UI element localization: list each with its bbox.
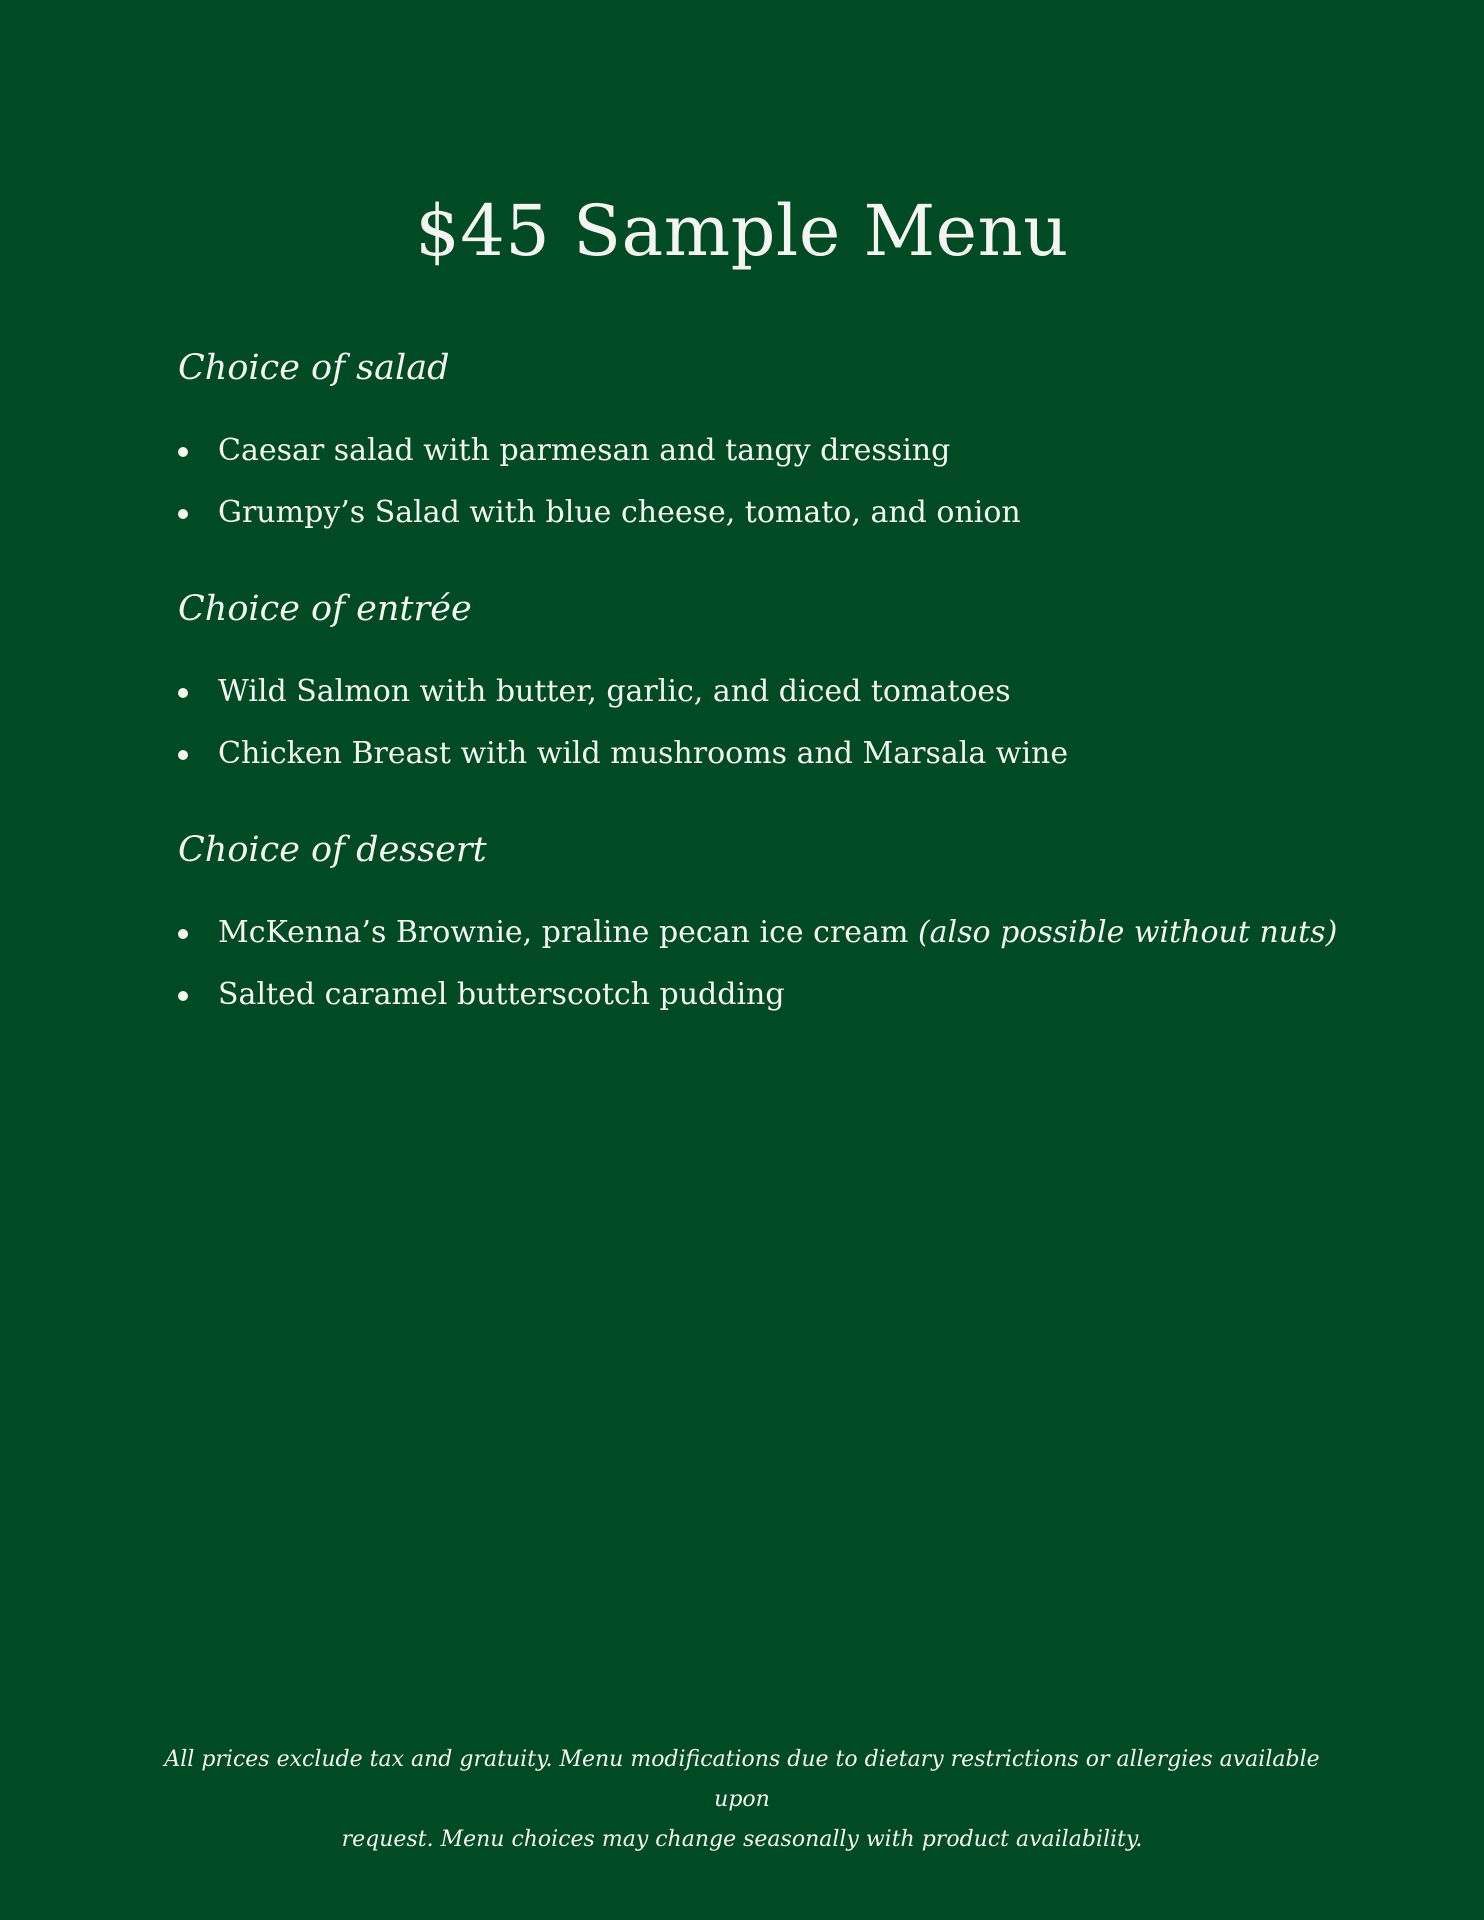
item-text: Salted caramel butterscotch pudding [218,977,785,1012]
list-item [178,673,1328,711]
section-entree [178,587,1328,797]
bullet-icon [178,447,188,457]
section-dessert [178,828,1338,1038]
footer-line-2: request. Menu choices may change seasonally with product availability. [341,1827,1143,1852]
list-item [178,494,1328,532]
item-note: (also possible without nuts) [917,915,1338,950]
bullet-icon [178,688,188,698]
section-heading-entree: Choice of entrée [178,589,472,629]
dessert-list [178,914,1338,1014]
item-text: Grumpy’s Salad with blue cheese, tomato, and onion [218,495,1021,530]
list-item [178,432,1328,470]
item-text: Wild Salmon with butter, garlic, and diced tomatoes [218,674,1011,709]
footer-disclaimer [150,1740,1334,1860]
bullet-icon [178,509,188,519]
entree-list [178,673,1328,773]
list-item [178,914,1338,952]
footer-line-1: All prices exclude tax and gratuity. Menu modifications due to dietary restrictions or allergies available upon [164,1747,1320,1812]
item-text: McKenna’s Brownie, praline pecan ice cream [218,915,918,950]
bullet-icon [178,991,188,1001]
bullet-icon [178,750,188,760]
section-heading-salad: Choice of salad [178,348,450,388]
bullet-icon [178,929,188,939]
salad-list [178,432,1328,532]
list-item [178,735,1328,773]
section-salad [178,346,1328,556]
menu-title: $45 Sample Menu [415,190,1069,272]
item-text: Chicken Breast with wild mushrooms and Marsala wine [218,736,1069,771]
item-text: Caesar salad with parmesan and tangy dressing [218,433,951,468]
section-heading-dessert: Choice of dessert [178,830,487,870]
list-item [178,976,1328,1014]
